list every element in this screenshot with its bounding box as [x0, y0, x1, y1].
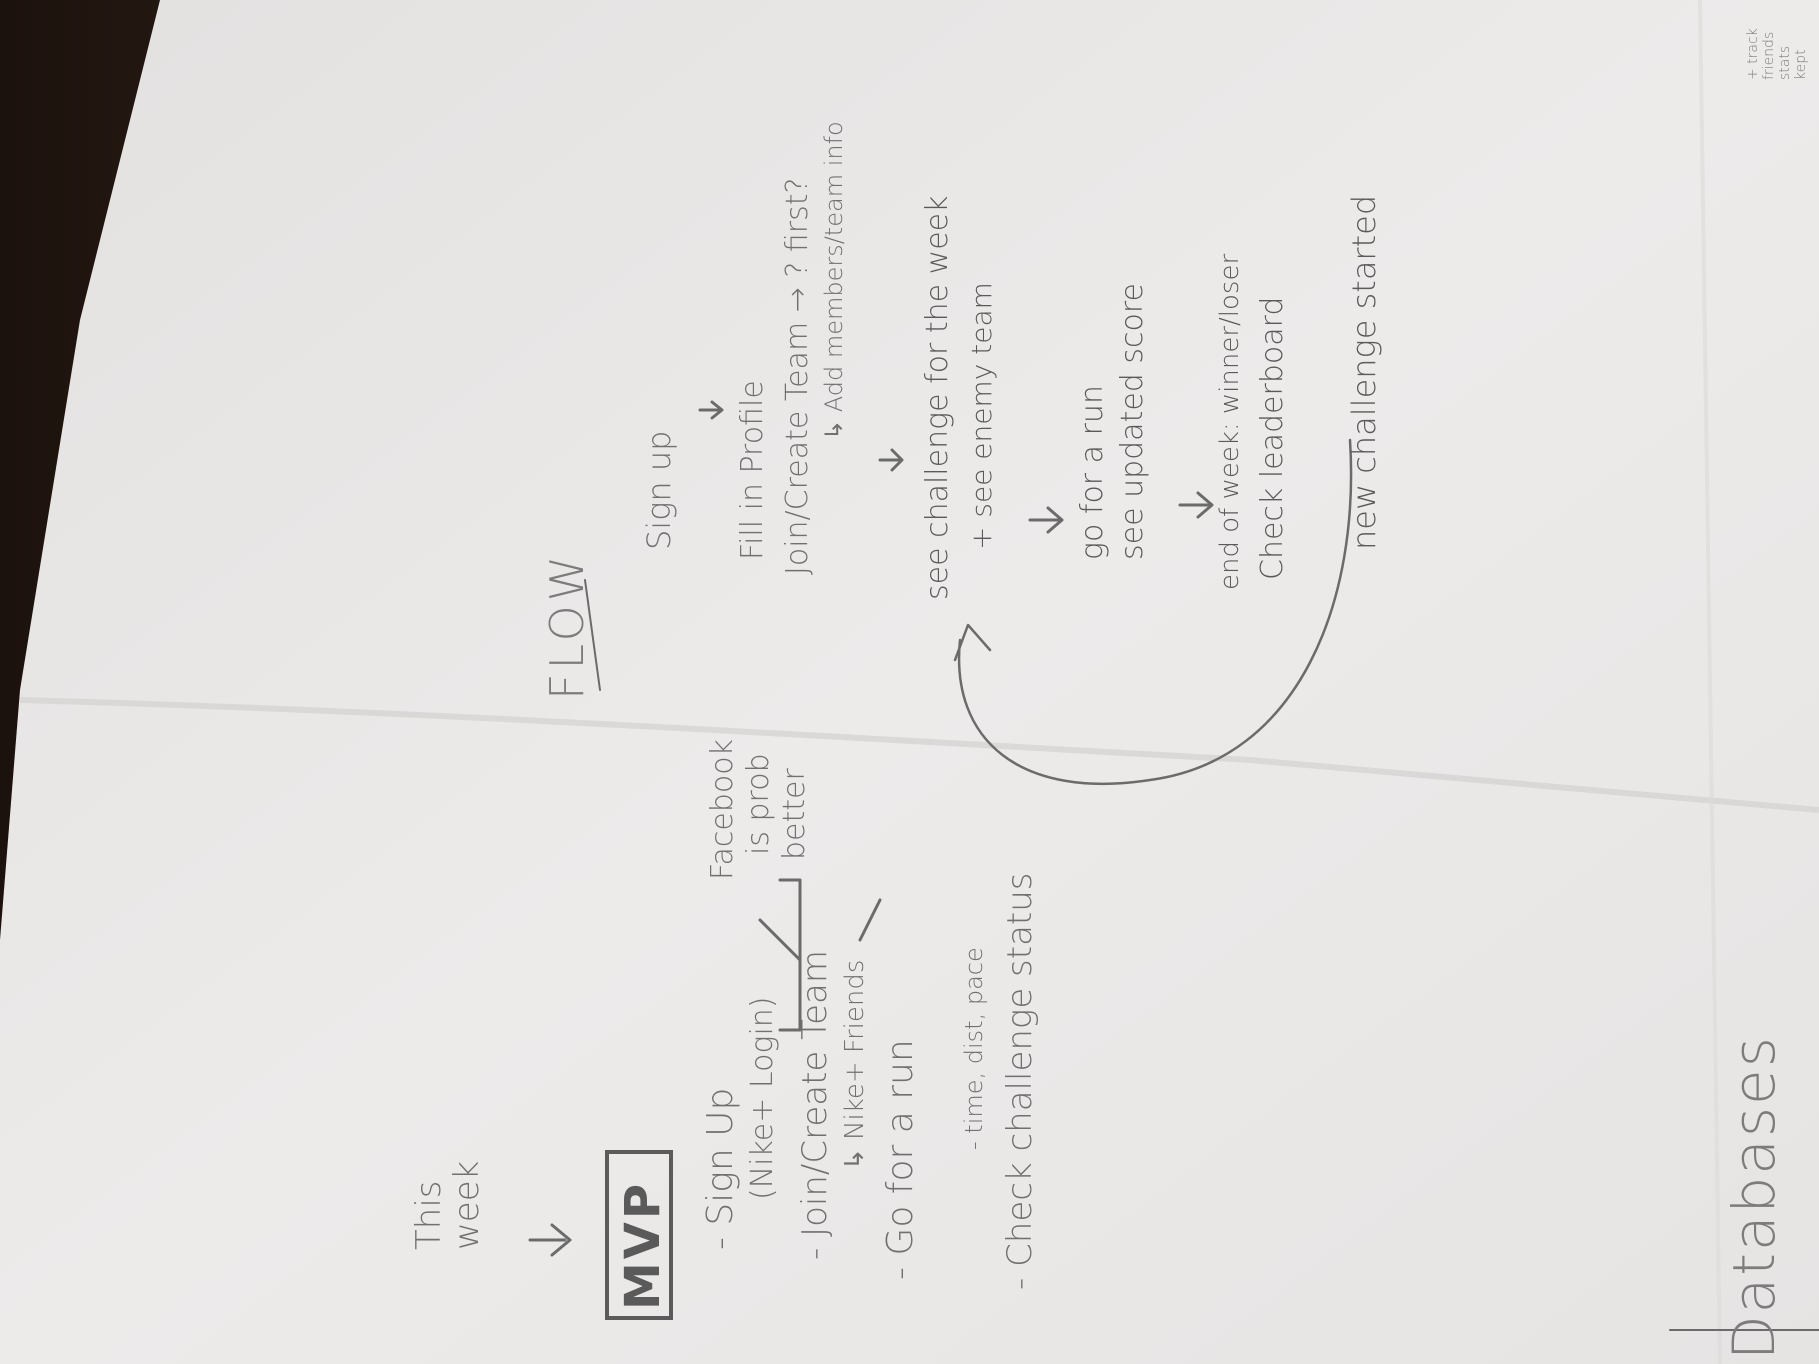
- flow-title: FLOW: [540, 551, 594, 700]
- corner-line-4: kept: [1793, 49, 1809, 80]
- facebook-line-1: Facebook: [705, 739, 740, 880]
- flow-arrow-3: [1030, 508, 1062, 532]
- mvp-item-nike-login: (Nike+ Login): [745, 996, 780, 1200]
- facebook-line-2: is prob: [741, 753, 776, 855]
- facebook-line-3: better: [777, 768, 812, 860]
- flow-step-enemy-team: + see enemy team: [965, 282, 998, 550]
- flow-arrow-1: [700, 402, 722, 418]
- mvp-heading: MVP: [615, 1180, 671, 1310]
- mvp-item-nike-friends: ↳ Nike+ Friends: [840, 959, 870, 1170]
- this-week-label: [410, 1110, 486, 1250]
- flow-step-updated-score: see updated score: [1115, 283, 1150, 560]
- databases-heading: Databases: [1720, 1035, 1788, 1360]
- corner-line-1: + track: [1745, 28, 1761, 80]
- corner-line-3: stats: [1777, 45, 1793, 80]
- flow-loop-arc: [959, 440, 1351, 784]
- mvp-item-time-dist-pace: - time, dist, pace: [960, 947, 988, 1150]
- flow-step-sign-up: Sign up: [640, 430, 678, 550]
- flow-step-add-members: ↳ Add members/team info: [820, 121, 848, 440]
- mvp-item-check-status: - Check challenge status: [1000, 872, 1040, 1290]
- flow-step-fill-profile: Fill in Profile: [735, 380, 770, 560]
- flow-step-end-of-week: end of week: winner/loser: [1215, 253, 1245, 590]
- this-week-text: This week: [409, 1160, 487, 1250]
- corner-line-2: friends: [1761, 31, 1777, 80]
- flow-step-join-team: Join/Create Team → ? first?: [780, 177, 815, 575]
- flow-step-go-run: go for a run: [1075, 385, 1110, 560]
- facebook-note: [705, 739, 813, 880]
- flow-step-leaderboard: Check leaderboard: [1255, 296, 1290, 580]
- mvp-item-sign-up: - Sign Up: [700, 1087, 741, 1250]
- flow-arrow-4: [1180, 493, 1212, 517]
- mvp-item-join-team: - Join/Create Team: [795, 949, 835, 1260]
- corner-scribble: [1745, 28, 1809, 80]
- flow-step-new-challenge: new challenge started: [1345, 194, 1383, 550]
- mvp-item-go-run: - Go for a run: [880, 1039, 921, 1280]
- flow-step-see-challenge: see challenge for the week: [920, 195, 955, 600]
- this-week-arrow: [530, 1225, 570, 1255]
- flow-arrow-2: [880, 450, 902, 470]
